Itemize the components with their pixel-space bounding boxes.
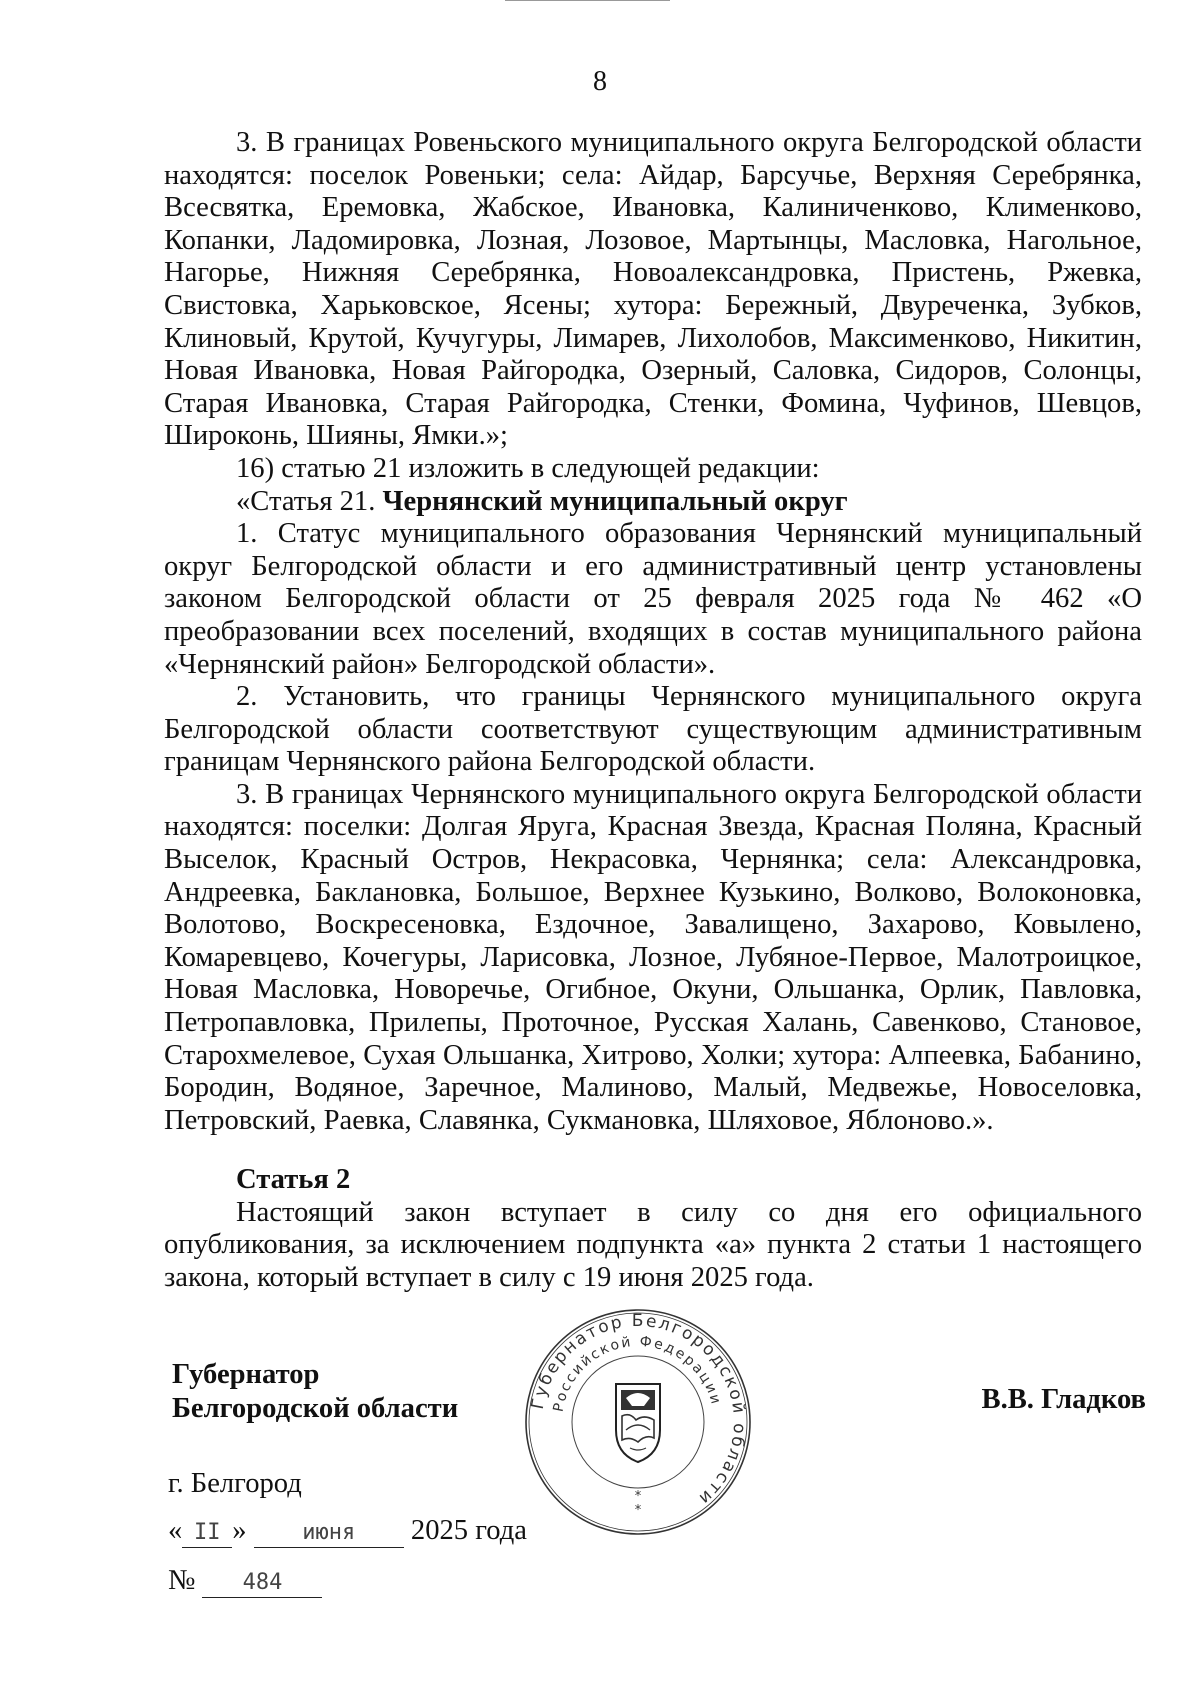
date-month: июня [254,1519,404,1548]
signer-title-line2: Белгородской области [172,1393,459,1424]
signer-name: В.В. Гладков [981,1384,1146,1415]
seal-inner-ring [572,1356,704,1488]
seal-inner-text: Российской Федерации [550,1333,725,1414]
paragraph-boundaries: 2. Установить, что границы Чернянского муниципального округа Белгородской области соответствуют существующим административным границам Чернянского района Белгородской области. [164,681,1142,778]
document-body [164,127,1142,1137]
coat-of-arms-icon [616,1384,660,1462]
paragraph-chernyanka-settlements: 3. В границах Чернянского муниципального округа Белгородской области находятся: поселки: Долгая Яруга, Красная Звезда, Красная Поляна, Красный Выселок, Красный Остров, Некрасовка, Чернянка; села: Александровка, Андреевка, Баклановка, Большое, Верхнее Кузькино, Волково, Волоконовка, Волотово, Воскресеновка, Ездочное, Завалищено, Захарово, Ковылено, Комаревцево, Кочегуры, Ларисовка, Лозное, Лубяное-Первое, Малотроицкое, Новая Масловка, Новоречье, Огибное, Окуни, Ольшанка, Орлик, Павловка, Петропавловка, Прилепы, Проточное, Русская Халань, Савенково, Становое, Старохмелевое, Сухая Ольшанка, Хитрово, Холки; хутора: Алпеевка, Бабанино, Бородин, Водяное, Заречное, Малиново, Малый, Медвежье, Новоселовка, Петровский, Раевка, Славянка, Сукмановка, Шляховое, Яблоново.». [164,778,1142,1136]
signing-date [168,1515,527,1548]
date-open-quote: « [168,1515,183,1546]
paragraph-rovenki-settlements: 3. В границах Ровеньского муниципального округа Белгородской области находятся: поселок Ровеньки; села: Айдар, Барсучье, Верхняя Серебрянка, Всесвятка, Еремовка, Жабское, Ивановка, Калиниченково, Клименково, Копанки, Ладомировка, Лозная, Лозовое, Мартынцы, Масловка, Нагольное, Нагорье, Нижняя Серебрянка, Новоалександровка, Пристень, Ржевка, Свистовка, Харьковское, Ясены; хутора: Бережный, Двуреченка, Зубков, Клиновый, Крутой, Кучугуры, Лимарев, Лихолобов, Максименково, Никитин, Новая Ивановка, Новая Райгородка, Озерный, Саловка, Сидоров, Солонцы, Старая Ивановка, Старая Райгородка, Стенки, Фомина, Чуфинов, Шевцов, Широконь, Шияны, Ямки.»; [164,127,1142,452]
date-day: II [182,1519,232,1548]
seal-outer-text: Губернатор Белгородской области [527,1310,750,1510]
number-value: 484 [202,1569,322,1598]
article-2-text: Настоящий закон вступает в силу со дня его официального опубликования, за исключением подпункта «а» пункта 2 статьи 1 настоящего закона, который вступает в силу с 19 июня 2025 года. [164,1196,1142,1293]
article-2-section [164,1164,1142,1294]
paragraph-status: 1. Статус муниципального образования Чернянский муниципальный округ Белгородской области и его административный центр установлены законом Белгородской области от 25 февраля 2025 года № 462 «О преобразовании всех поселений, входящих в состав муниципального района «Чернянский район» Белгородской области». [164,518,1142,680]
signing-city: г. Белгород [168,1468,302,1499]
seal-star-1: * [634,1489,642,1504]
article-21-title: Чернянский муниципальный округ [382,485,848,517]
date-close-quote: » [232,1515,247,1546]
signer-title [172,1358,458,1426]
seal-star-2: * [634,1503,642,1518]
signer-title-line1: Губернатор [172,1359,320,1390]
law-number [168,1565,322,1598]
date-year: 2025 года [410,1515,527,1546]
number-sign: № [168,1565,196,1596]
official-seal-stamp [518,1302,758,1542]
page-number: 8 [593,66,607,97]
scan-edge-line [505,0,670,1]
article-21-prefix: «Статья 21. [236,485,383,517]
article-21-heading [164,486,1142,519]
paragraph-amend-article-21: 16) статью 21 изложить в следующей редакции: [236,452,820,484]
article-2-heading: Статья 2 [236,1164,351,1195]
